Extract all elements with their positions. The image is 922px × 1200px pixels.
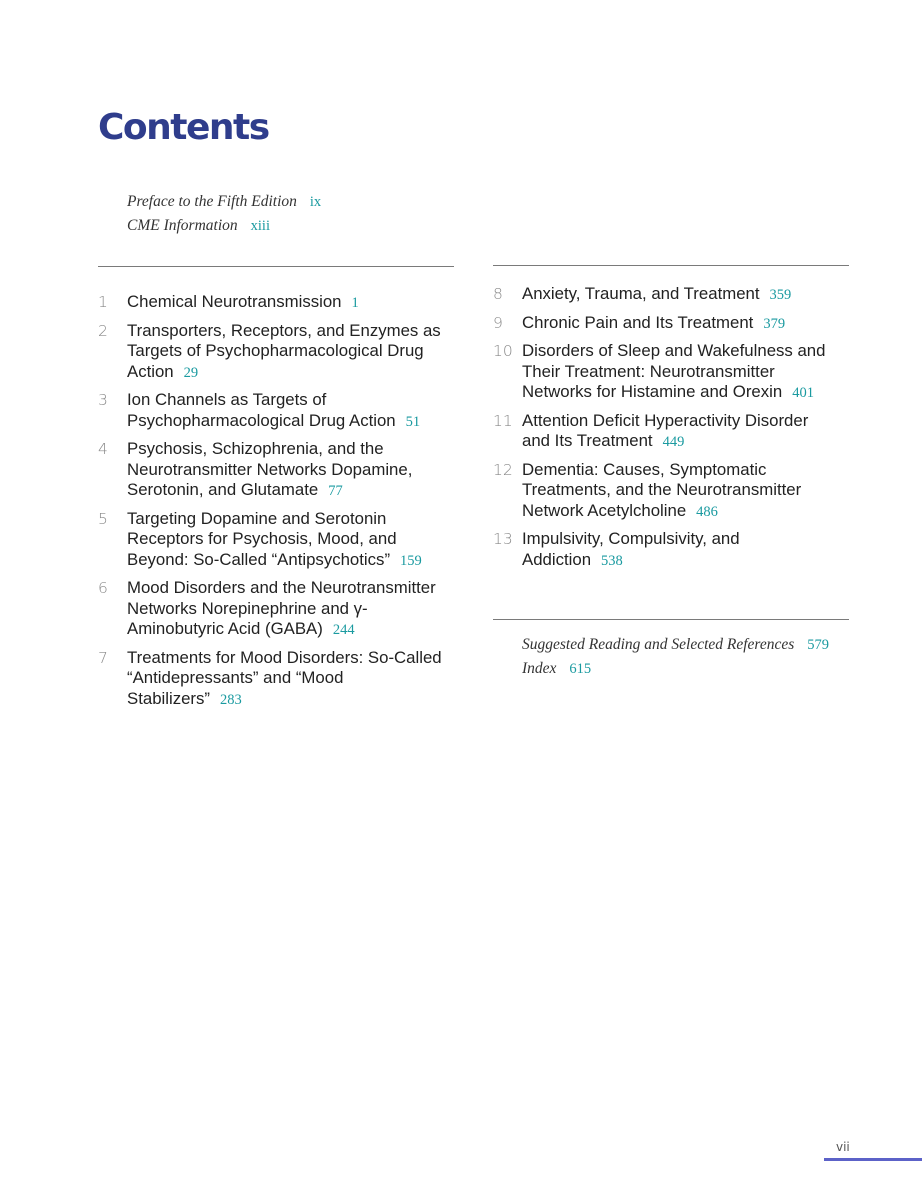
page-number: 159 [400,552,422,569]
front-matter-list [127,190,321,238]
chapter-title: Chronic Pain and Its Treatment [522,312,754,332]
chapter-title: Anxiety, Trauma, and Treatment [522,284,760,303]
chapter-title: Psychosis, Schizophrenia, and the Neurotransmitter Networks Dopamine, Serotonin, and Glutamate [127,439,413,499]
chapter-title: Treatments for Mood Disorders: So-Called “Antidepressants” and “Mood Stabilizers” [127,647,442,708]
chapter-number: 10 [493,342,513,360]
page-number: 486 [696,503,718,520]
chapter-number: 6 [98,579,108,597]
chapter-number: 5 [98,509,108,528]
chapter-number: 13 [493,530,513,548]
chapter-number: 8 [493,285,503,303]
chapter-title: Mood Disorders and the Neurotransmitter Networks Norepinephrine and γ-Aminobutyric Acid (GABA) [127,578,436,638]
front-matter-label: CME Information [127,217,238,234]
chapter-column-left [98,292,458,717]
chapter-entry[interactable] [493,411,838,453]
chapter-column-right [493,284,838,578]
chapter-entry[interactable] [98,321,458,384]
chapter-title: Attention Deficit Hyperactivity Disorder and Its Treatment [522,410,809,450]
page-number: xiii [250,218,270,234]
chapter-entry[interactable] [493,529,838,571]
chapter-title: Targeting Dopamine and Serotonin Receptors for Psychosis, Mood, and Beyond: So-Called “Antipsychotics” [127,508,397,569]
chapter-number: 2 [98,321,108,340]
divider-left [98,266,454,267]
chapter-entry[interactable] [98,292,458,314]
page-number: 51 [405,413,421,430]
chapter-number: 12 [493,460,513,479]
divider-right [493,265,849,266]
page-number: 77 [328,483,343,499]
page-number: ix [309,194,322,210]
chapter-number: 11 [493,411,513,430]
chapter-entry[interactable] [98,390,458,432]
chapter-title: Dementia: Causes, Symptomatic Treatments, and the Neurotransmitter Network Acetylcholine [522,459,802,520]
chapter-number: 3 [98,391,108,409]
chapter-title: Impulsivity, Compulsivity, and Addiction [522,529,740,569]
chapter-entry[interactable] [98,509,458,572]
chapter-number: 7 [98,648,108,667]
page-number: 449 [662,434,685,450]
chapter-title: Disorders of Sleep and Wakefulness and Their Treatment: Neurotransmitter Networks for Histamine and Orexin [522,341,826,401]
folio: vii [836,1140,850,1154]
back-matter-item[interactable] [522,657,829,681]
page-number: 359 [769,287,792,303]
chapter-title: Ion Channels as Targets of Psychopharmacological Drug Action [127,390,396,430]
chapter-entry[interactable] [493,284,838,306]
chapter-number: 1 [98,293,108,311]
folio-bar [824,1158,922,1161]
page-number: 244 [332,622,355,638]
chapter-number: 4 [98,440,108,458]
chapter-entry[interactable] [493,313,838,335]
page-title: Contents [98,107,269,148]
chapter-entry[interactable] [493,460,838,523]
back-matter-item[interactable] [522,633,829,657]
chapter-title: Transporters, Receptors, and Enzymes as Targets of Psychopharmacological Drug Action [127,320,441,381]
divider-back-matter [493,619,849,620]
page-number: 615 [569,661,592,677]
front-matter-label: Preface to the Fifth Edition [127,193,297,210]
page-number: 379 [763,315,786,332]
chapter-entry[interactable] [493,341,838,404]
chapter-entry[interactable] [98,439,458,502]
back-matter-list [522,633,829,681]
page-number: 1 [351,295,359,311]
back-matter-label: Suggested Reading and Selected References [522,636,795,653]
front-matter-item[interactable] [127,214,321,238]
front-matter-item[interactable] [127,190,321,214]
back-matter-label: Index [522,660,557,677]
chapter-entry[interactable] [98,578,458,641]
chapter-title: Chemical Neurotransmission [127,292,342,311]
page-number: 401 [792,385,814,401]
page-number: 283 [220,691,242,708]
chapter-entry[interactable] [98,648,458,711]
page-number: 579 [807,637,830,653]
page-number: 29 [183,364,199,381]
chapter-number: 9 [493,313,503,332]
page-number: 538 [601,552,623,569]
